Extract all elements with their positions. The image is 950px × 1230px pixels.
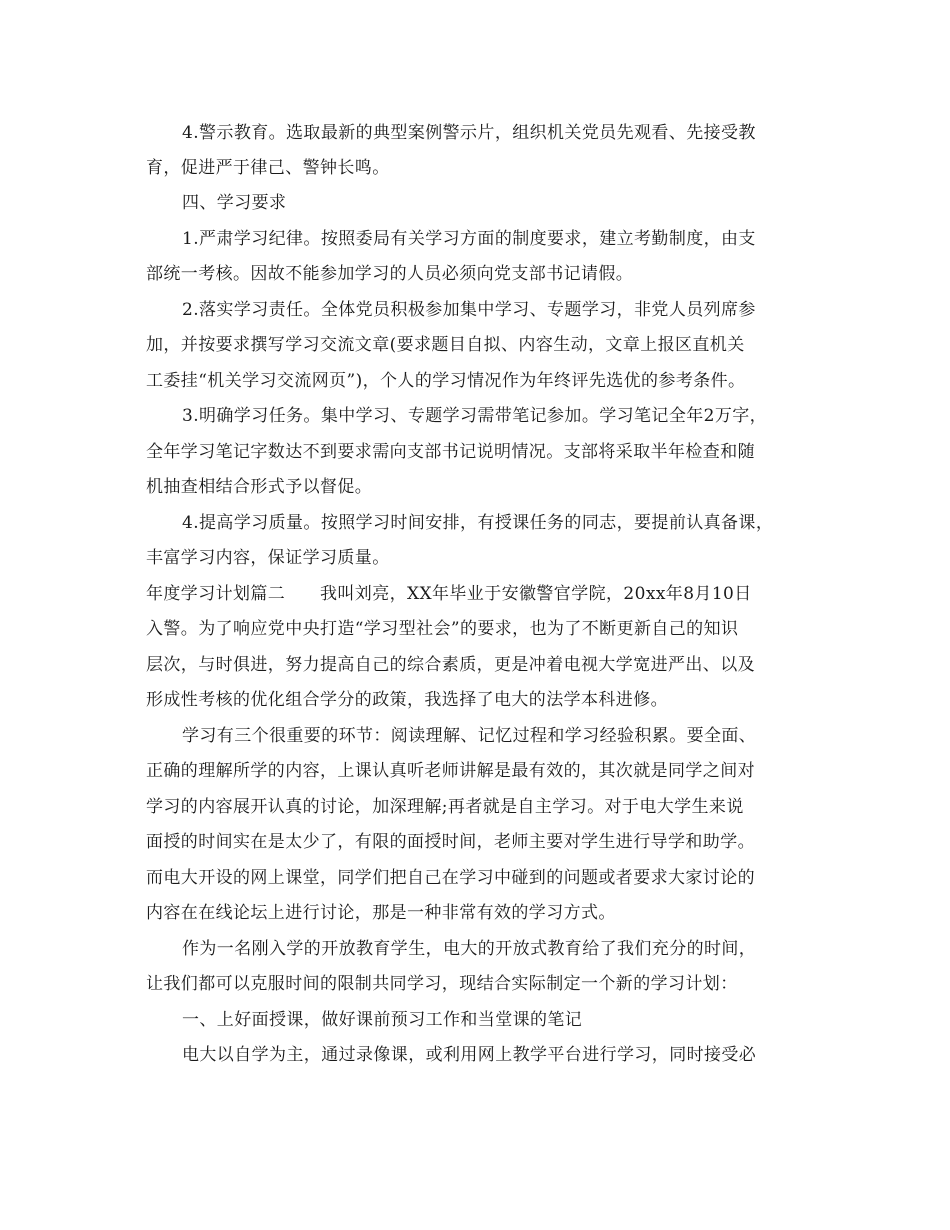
text-line: 学习有三个很重要的环节：阅读理解、记忆过程和学习经验积累。要全面、 <box>182 726 757 746</box>
text-line: 工委挂“机关学习交流网页”)，个人的学习情况作为年终评先选优的参考条件。 <box>146 371 746 391</box>
text-line: 内容在在线论坛上进行讨论，那是一种非常有效的学习方式。 <box>146 903 616 923</box>
text-line: 层次，与时俱进，努力提高自己的综合素质，更是冲着电视大学宽进严出、以及 <box>146 655 755 675</box>
text-line: 3.明确学习任务。集中学习、专题学习需带笔记参加。学习笔记全年2万字， <box>182 406 768 426</box>
text-line: 部统一考核。因故不能参加学习的人员必须向党支部书记请假。 <box>146 264 634 284</box>
text-line: 4.提高学习质量。按照学习时间安排，有授课任务的同志，要提前认真备课， <box>182 513 774 533</box>
text-line: 1.严肃学习纪律。按照委局有关学习方面的制度要求，建立考勤制度，由支 <box>182 229 756 249</box>
text-line: 加，并按要求撰写学习交流文章(要求题目自拟、内容生动，文章上报区直机关 <box>146 335 745 355</box>
text-line: 而电大开设的网上课堂，同学们把自己在学习中碰到的问题或者要求大家讨论的 <box>146 868 755 888</box>
text-line: 4.警示教育。选取最新的典型案例警示片，组织机关党员先观看、先接受教 <box>182 123 756 143</box>
text-line: 作为一名刚入学的开放教育学生，电大的开放式教育给了我们充分的时间， <box>182 939 757 959</box>
section-heading: 四、学习要求 <box>182 193 287 213</box>
text-line: 2.落实学习责任。全体党员积极参加集中学习、专题学习，非党人员列席参 <box>182 300 756 320</box>
text-line: 机抽查相结合形式予以督促。 <box>146 477 373 497</box>
text-line: 学习的内容展开认真的讨论，加深理解;再者就是自主学习。对于电大学生来说 <box>146 797 744 817</box>
text-line: 入警。为了响应党中央打造“学习型社会”的要求，也为了不断更新自己的知识 <box>146 619 739 639</box>
text-line: 正确的理解所学的内容，上课认真听老师讲解是最有效的，其次就是同学之间对 <box>146 761 755 781</box>
text-line: 育，促进严于律己、警钟长鸣。 <box>146 158 390 178</box>
section-heading: 一、上好面授课，做好课前预习工作和当堂课的笔记 <box>182 1010 583 1030</box>
text-line: 面授的时间实在是太少了，有限的面授时间，老师主要对学生进行导学和助学。 <box>146 832 755 852</box>
text-line: 形成性考核的优化组合学分的政策，我选择了电大的法学本科进修。 <box>146 690 668 710</box>
text-line: 让我们都可以克服时间的限制共同学习，现结合实际制定一个新的学习计划： <box>146 974 738 994</box>
text-line: 电大以自学为主，通过录像课，或利用网上教学平台进行学习，同时接受必 <box>182 1045 757 1065</box>
section-title-line: 年度学习计划篇二 我叫刘亮，XX年毕业于安徽警官学院，20xx年8月10日 <box>146 584 752 604</box>
text-line: 全年学习笔记字数达不到要求需向支部书记说明情况。支部将采取半年检查和随 <box>146 442 755 462</box>
text-line: 丰富学习内容，保证学习质量。 <box>146 548 390 568</box>
